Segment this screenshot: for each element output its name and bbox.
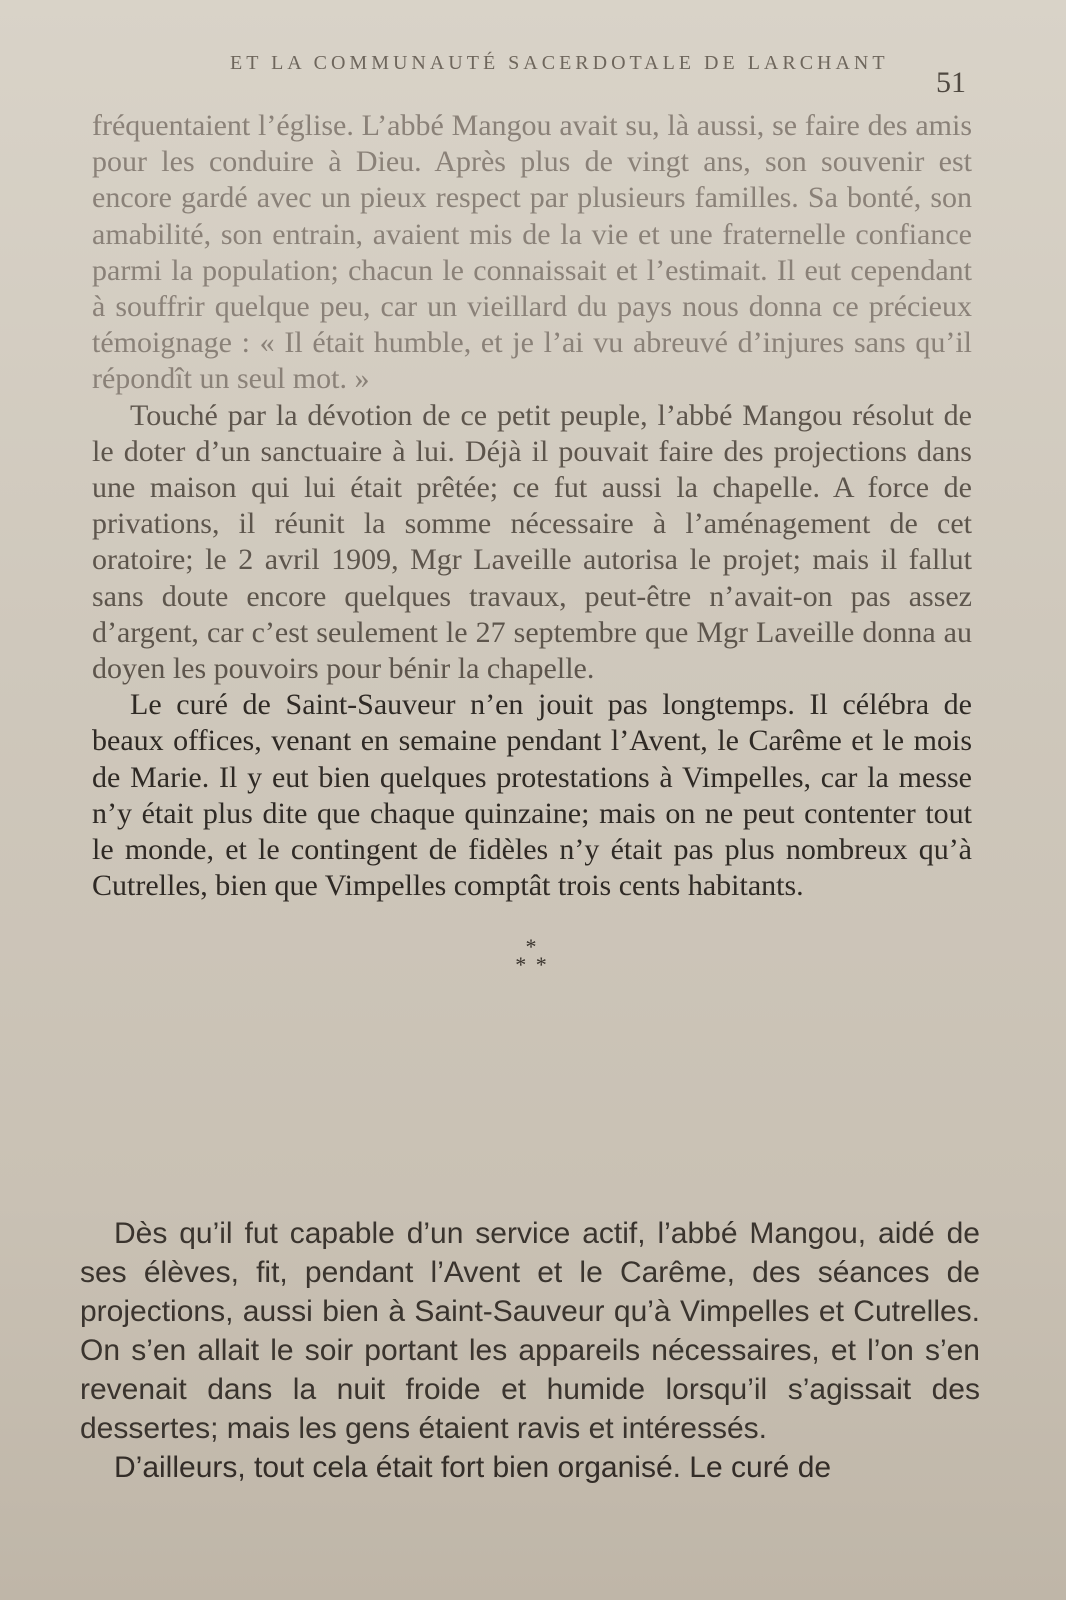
paragraph-4: Dès qu’il fut capable d’un service actif, l’abbé Mangou, aidé de ses élèves, fit, pendant l’Avent et le Carême, des séances de projections, aussi bien à Saint-Sauveur qu’à Vimpelles et Cutrelles. On s’en allait le soir portant les appareils nécessaires, et l’on s’en revenait dans la nuit froide et humide lorsqu’il s’agissait des dessertes; mais les gens étaient ravis et intéressés.	[80, 1217, 980, 1445]
paragraph-5: D’ailleurs, tout cela était fort bien organisé. Le curé de	[114, 1451, 832, 1484]
running-title: ET LA COMMUNAUTÉ SACERDOTALE DE LARCHANT	[230, 52, 889, 74]
paragraph-2: Touché par la dévotion de ce petit peuple, l’abbé Mangou résolut de le doter d’un sanctuaire à lui. Déjà il pouvait faire des projections dans une maison qui lui était prêtée; ce fut aussi la chapelle. A force de privations, il réunit la somme nécessaire à l’aménagement de cet oratoire; le 2 avril 1909, Mgr Laveille autorisa le projet; mais il fallut sans doute encore quelques travaux, peut-être n’avait-on pas assez d’argent, car c’est seulement le 27 septembre que Mgr Laveille donna au doyen les pouvoirs pour bénir la chapelle.	[92, 398, 972, 686]
section-separator	[92, 934, 972, 978]
paragraph-3: Le curé de Saint-Sauveur n’en jouit pas longtemps. Il célébra de beaux offices, venant en semaine pendant l’Avent, le Carême et le mois de Marie. Il y eut bien quelques protestations à Vimpelles, car la messe n’y était plus dite que chaque quinzaine; mais on ne peut contenter tout le monde, et le contingent de fidèles n’y était pas plus nombreux qu’à Cutrelles, bien que Vimpelles comptât trois cents habitants.	[92, 688, 972, 903]
separator-asterisk-top: *	[525, 934, 539, 960]
lower-text-block	[80, 1214, 980, 1487]
separator-asterisks-bottom: * *	[515, 952, 549, 978]
page-number: 51	[936, 66, 966, 99]
paragraph-1: fréquentaient l’église. L’abbé Mangou avait su, là aussi, se faire des amis pour les conduire à Dieu. Après plus de vingt ans, son souvenir est encore gardé avec un pieux respect par plusieurs familles. Sa bonté, son amabilité, son entrain, avaient mis de la vie et une fraternelle confiance parmi la population; chacun le connaissait et l’estimait. Il eut cependant à souffrir quelque peu, car un vieillard du pays nous donna ce précieux témoignage : « Il était humble, et je l’ai vu abreuvé d’injures sans qu’il répondît un seul mot. »	[92, 109, 972, 396]
main-text-block	[92, 108, 972, 1016]
